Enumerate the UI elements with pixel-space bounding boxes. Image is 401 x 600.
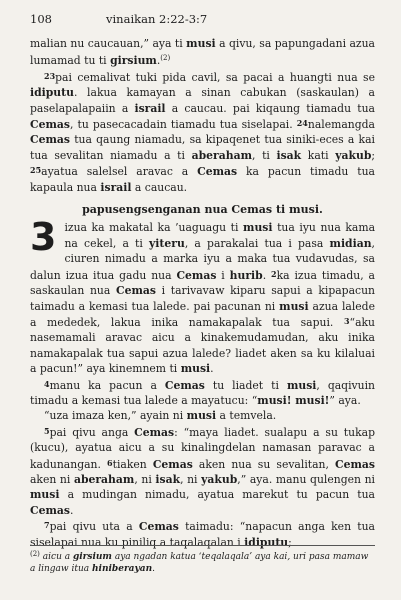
bold-term: yiteru [149, 236, 185, 250]
footnote-mark: (2) [30, 550, 40, 558]
verse-number: 6 [107, 457, 113, 468]
bold-term: girsium [72, 552, 112, 562]
bold-term: musi [186, 37, 216, 50]
bold-term: Cemas [138, 520, 179, 534]
paragraph: 4manu ka pacun a Cemas tu liadet ti musi, qaqivuin timadu a kemasi tua lalede a mayatucu: “musi! musi!” aya. [30, 378, 376, 407]
section-heading: papusengsenganan nua Cemas ti musi. [82, 203, 323, 217]
bold-term: yakub [201, 472, 238, 486]
bold-term: musi! musi! [257, 393, 330, 407]
paragraph: “uza imaza ken,” ayain ni musi a temvela. [44, 409, 277, 423]
bold-term: girsium [110, 54, 157, 68]
bold-term: israil [134, 101, 166, 115]
bold-term: Cemas [335, 457, 376, 471]
paragraph: 23pai cemalivat tuki pida cavil, sa pacai a huangti nua se idiputu. lakua kamayan a sinan cabukan (saskaulan) a paselapalapaiin a israil a caucau. pai kiqaung tiamadu tua Cemas, tu pasecacadain tiamadu tua siselapai. 24nalemangda Cemas tua qaung niamadu, sa kipaqenet tua siniki-eces a kai tua sevalitan niamadu a ti aberaham, ti isak kati yakub; 25ayatua salelsel aravac a Cemas ka pacun timadu tua kapaula nua israil a caucau. [30, 70, 376, 194]
chapter-number: 3 [30, 215, 57, 260]
bold-term: aberaham [191, 148, 252, 162]
paragraph: malian nu caucauan,” aya ti musi a qivu, sa papungadani azua lumamad tu ti girsium.$^{(2)}$ [30, 37, 375, 68]
bold-term: Cemas [30, 118, 70, 132]
footnote-ref: (2) [160, 54, 171, 63]
book-reference: vinaikan 2:22-3:7 [106, 12, 208, 26]
text-body [30, 36, 375, 550]
verse-number: 5 [44, 425, 50, 436]
bold-term: musi [30, 488, 60, 502]
bold-term: israil [100, 180, 132, 194]
bold-term: hurib [229, 268, 263, 282]
footnote-text: aicu a girsium aya ngadan katua ‘teqalaqala’ aya kai, uri pasa mamaw a lingaw itua hiniberayan. [30, 552, 369, 574]
bold-term: isak [276, 148, 302, 162]
bold-term: Cemas [134, 425, 175, 439]
bold-term: musi [279, 299, 309, 313]
bold-term: musi [243, 221, 273, 235]
bold-term: midian [329, 236, 372, 250]
verse-number: 7 [44, 520, 50, 531]
bold-term: Cemas [115, 284, 156, 298]
verse-number: 2 [271, 268, 277, 279]
bold-term: musi [180, 362, 211, 376]
footnote [30, 545, 375, 575]
bold-term: yakub [335, 148, 372, 162]
bold-term: musi [186, 409, 217, 423]
chapter-opening-paragraph [30, 215, 376, 376]
bold-term: aberaham [73, 472, 135, 486]
verse-number: 3 [343, 315, 350, 326]
bold-term: idiputu [244, 535, 289, 549]
bold-term: musi [286, 378, 317, 392]
bold-term: Cemas [197, 165, 238, 179]
verse-number: 25 [30, 165, 42, 176]
bold-term: hiniberayan [92, 564, 153, 574]
page-number: 108 [30, 12, 52, 26]
bold-term: Cemas [164, 378, 205, 392]
verse-number: 23 [44, 70, 56, 81]
bold-term: idiputu [30, 86, 74, 100]
verse-number: 4 [44, 378, 50, 389]
paragraph: 7pai qivu uta a Cemas taimadu: “napacun anga ken tua siselapai nua ku piniliq a taqalaqalan i idiputu; [30, 520, 375, 549]
bold-term: Cemas [176, 268, 217, 282]
page-header [30, 12, 373, 26]
bold-term: Cemas [30, 503, 70, 517]
paragraph: 5pai qivu anga Cemas: “maya liadet. sualapu a su tukap (kucu), ayatua aicu a su kinalingdelan namasan paravac a kadunangan. 6tiaken Cemas aken nua su sevalitan, Cemas aken ni aberaham, ni isak, ni yakub,” aya. manu qulengen ni musi a mudingan nimadu, ayatua marekut tu pacun tua Cemas. [30, 425, 376, 517]
bold-term: Cemas [152, 457, 193, 471]
verse-number: 24 [296, 118, 308, 129]
paragraph-text: izua ka makatal ka ’uaguagu ti musi tua iyu nua kama na cekel, a ti yiteru, a parakalai tua i pasa midian, ciuren nimadu a marka iyu a maka tua vudavudas, sa dalun izua ituа gadu nua Cemas i hurib. 2ka izua timadu, a saskaulan nua Cemas i tarivavaw kiparu sapui a kipapacun taimadu a kemasi tua lalede. pai pacunan ni musi azua lalede a mededek, lakua inika namakapalak tua sapui. 3“aku nasemamali aravac aicu a kinakemudamudan, aku inika namakapalak tua sapui azua lalede? liadet aken sa ku kilaluai a pacun!” aya kinemnem ti musi. [30, 221, 376, 376]
bold-term: isak [155, 472, 181, 486]
bold-term: Cemas [30, 133, 70, 147]
